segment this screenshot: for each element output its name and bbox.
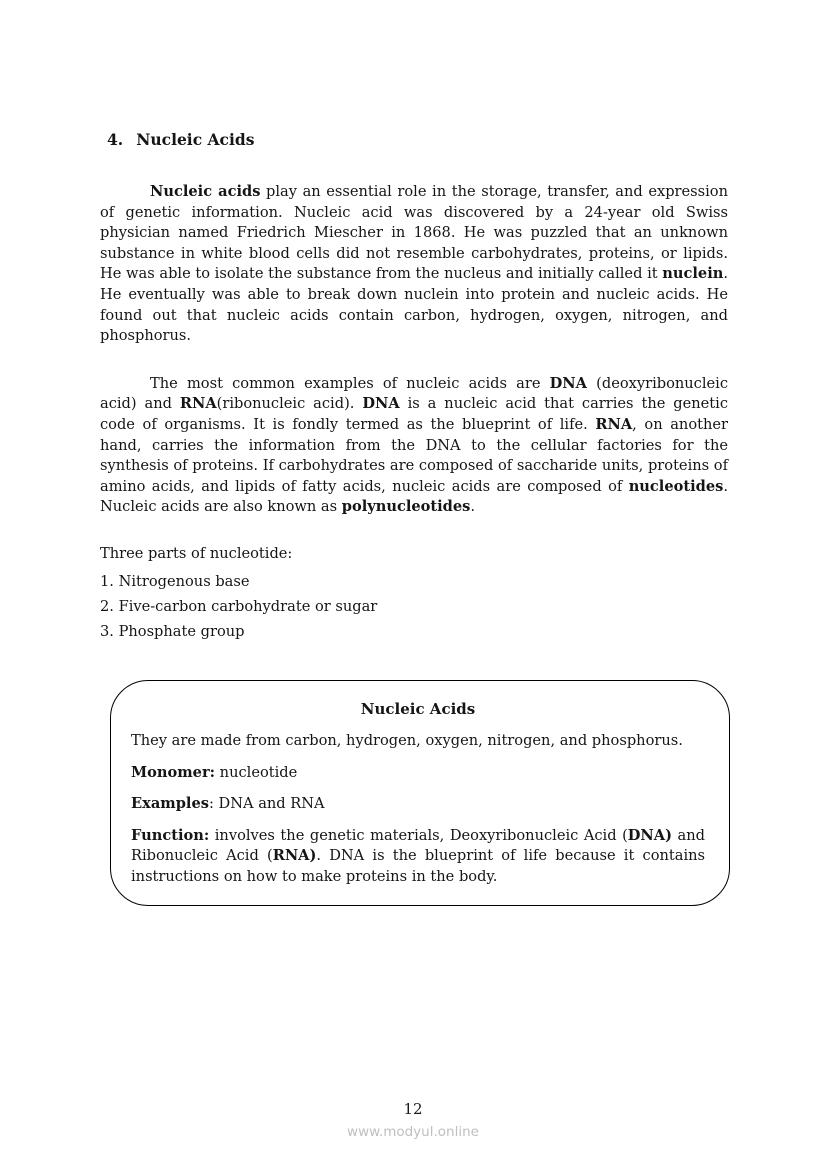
paragraph-intro <box>100 182 728 347</box>
text-segment: They are made from carbon, hydrogen, oxygen, nitrogen, and phosphorus. <box>131 731 683 749</box>
nucleotide-list-intro: Three parts of nucleotide: <box>100 544 293 562</box>
text-segment-bold: Examples <box>131 795 209 813</box>
text-segment-bold: nuclein <box>662 265 724 283</box>
text-segment-bold: nucleotides <box>628 477 724 495</box>
text-segment: . DNA is the blueprint of life because it contains instructions on how to make proteins in the body. <box>131 847 705 885</box>
text-segment-bold: RNA <box>179 395 217 413</box>
text-segment: (ribonucleic acid). <box>216 395 363 413</box>
text-segment-bold: DNA) <box>627 826 673 844</box>
text-segment: . <box>470 498 476 516</box>
summary-box-function <box>131 826 705 888</box>
text-segment-bold: Nucleic acids <box>150 183 261 200</box>
section-heading <box>107 130 728 149</box>
text-segment: . Nucleic acids are also known as <box>100 477 728 516</box>
list-item: 3. Phosphate group <box>100 622 245 640</box>
text-segment: play an essential role in the storage, transfer, and expression of genetic information. Nucleic acid was discovered by a 24-year old Swiss physician named Friedrich Miescher in 1868. He was puzzled that an unknown substance in white blood cells did not resemble carbohydrates, proteins, or lipids. He was able to isolate the substance from the nucleus and initially called it <box>100 183 728 283</box>
text-segment: (deoxyribonucleic acid) and <box>100 374 728 413</box>
text-segment-bold: polynucleotides <box>341 498 471 516</box>
list-item: 1. Nitrogenous base <box>100 572 250 590</box>
watermark-url: www.modyul.online <box>347 1124 479 1140</box>
summary-box-monomer <box>131 763 705 784</box>
summary-box-composition <box>131 731 705 752</box>
text-segment-bold: Function: <box>131 826 210 844</box>
list-item: 2. Five-carbon carbohydrate or sugar <box>100 597 378 615</box>
nucleotide-list <box>100 572 728 641</box>
text-segment: and Ribonucleic Acid ( <box>131 826 705 865</box>
text-segment-bold: DNA <box>549 374 587 392</box>
text-segment-bold: DNA <box>362 395 400 413</box>
text-segment-bold: RNA <box>595 415 633 433</box>
text-segment: is a nucleic acid that carries the genetic code of organisms. It is fondly termed as the blueprint of life. <box>100 395 728 433</box>
page-number: 12 <box>403 1100 423 1118</box>
text-segment-bold: Monomer: <box>131 763 216 781</box>
text-segment: : DNA and RNA <box>208 795 325 813</box>
text-segment: , on another hand, carries the information from the DNA to the cellular factories for the synthesis of proteins. If carbohydrates are composed of saccharide units, proteins of amino acids, and lipids of fatty acids, nucleic acids are composed of <box>100 415 728 495</box>
text-segment: involves the genetic materials, Deoxyribonucleic Acid ( <box>209 826 628 844</box>
text-segment: nucleotide <box>215 763 298 781</box>
summary-box <box>110 680 730 907</box>
text-segment-bold: RNA) <box>272 847 317 865</box>
paragraph-dna-rna <box>100 374 728 518</box>
summary-box-examples <box>131 794 705 815</box>
text-segment: . He eventually was able to break down nuclein into protein and nucleic acids. He found out that nucleic acids contain carbon, hydrogen, oxygen, nitrogen, and phosphorus. <box>100 265 728 345</box>
section-title: Nucleic Acids <box>136 130 255 149</box>
text-segment: The most common examples of nucleic acids are <box>150 374 550 392</box>
section-number: 4. <box>107 130 124 149</box>
summary-box-title: Nucleic Acids <box>360 699 476 718</box>
page-content <box>100 130 728 906</box>
